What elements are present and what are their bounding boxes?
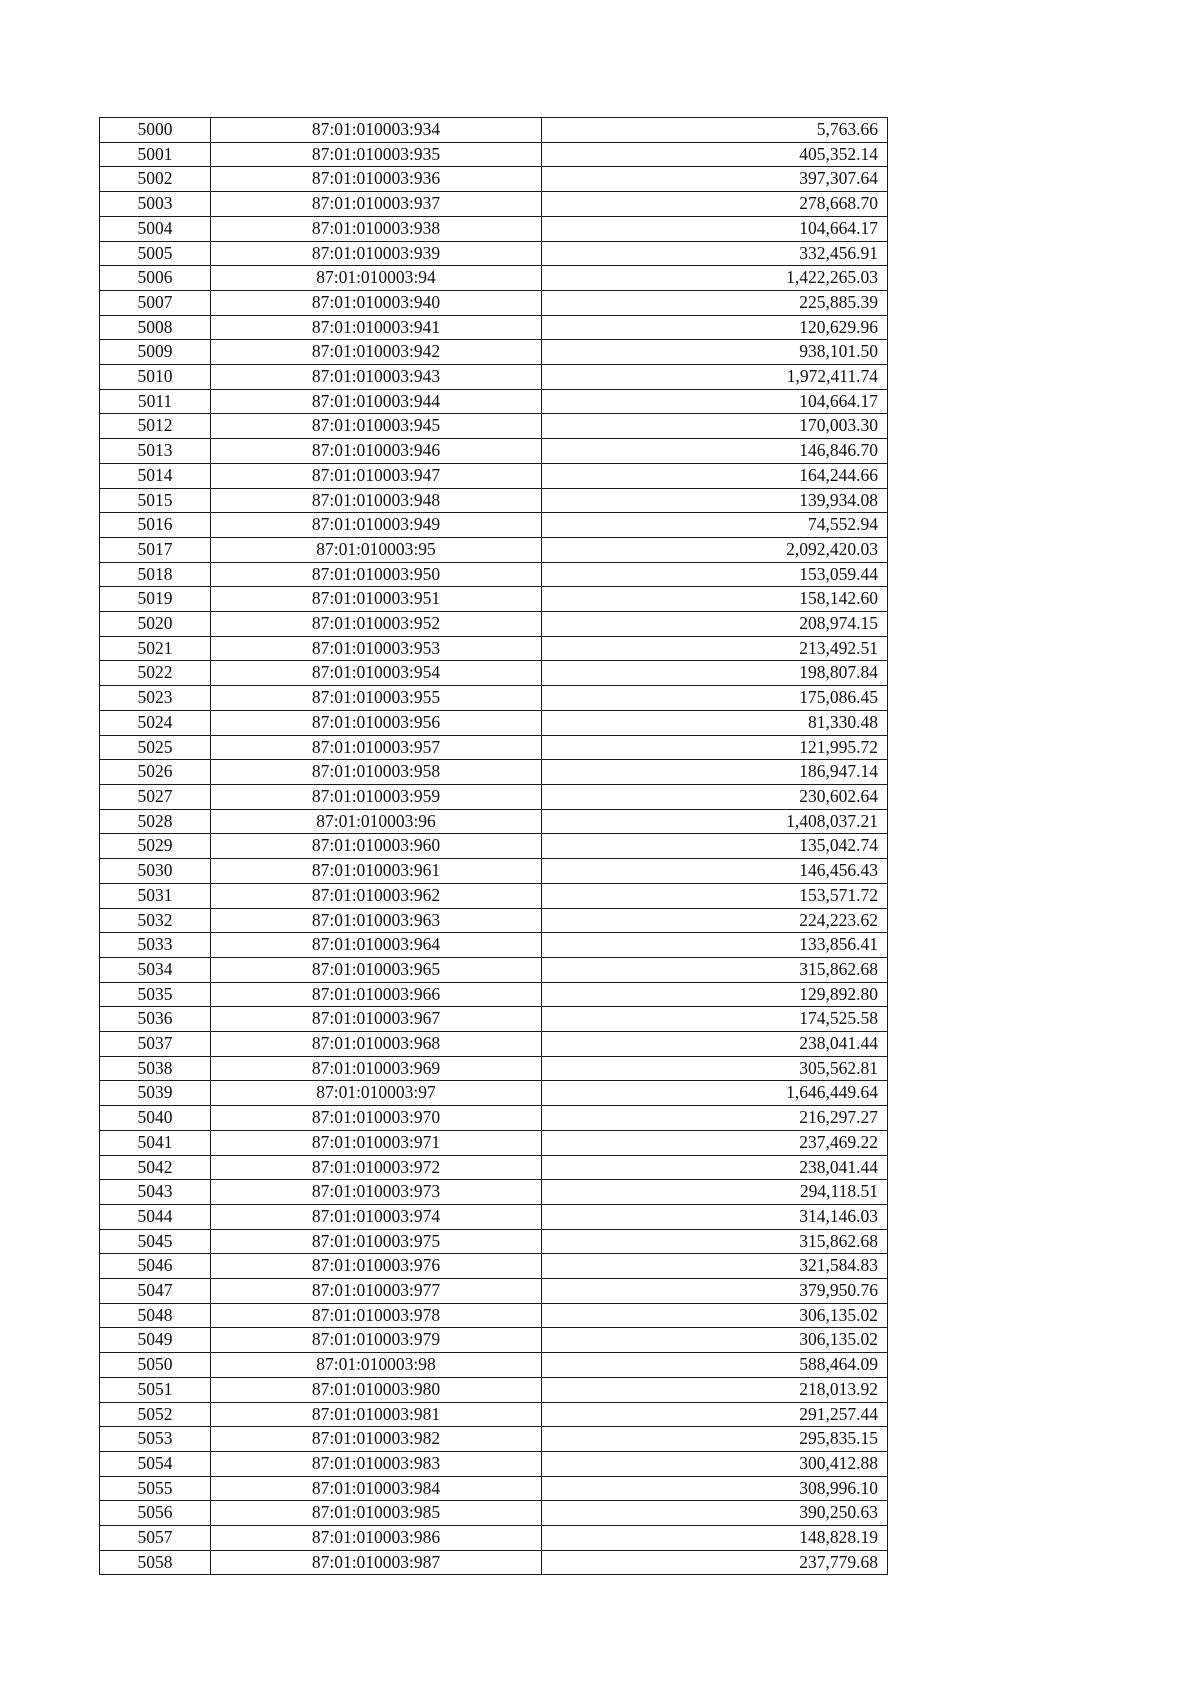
table-row xyxy=(100,710,888,735)
row-number-cell: 5040 xyxy=(100,1106,211,1131)
cadastral-number-cell: 87:01:010003:971 xyxy=(211,1130,542,1155)
row-number-cell: 5012 xyxy=(100,414,211,439)
row-number-cell: 5026 xyxy=(100,760,211,785)
table-row xyxy=(100,167,888,192)
cadastral-number-cell: 87:01:010003:941 xyxy=(211,315,542,340)
table-row xyxy=(100,1550,888,1575)
cadastral-number-cell: 87:01:010003:972 xyxy=(211,1155,542,1180)
cadastral-number-cell: 87:01:010003:951 xyxy=(211,587,542,612)
value-cell: 1,408,037.21 xyxy=(542,809,888,834)
row-number-cell: 5055 xyxy=(100,1476,211,1501)
cadastral-number-cell: 87:01:010003:974 xyxy=(211,1204,542,1229)
value-cell: 300,412.88 xyxy=(542,1451,888,1476)
value-cell: 379,950.76 xyxy=(542,1279,888,1304)
value-cell: 153,059.44 xyxy=(542,562,888,587)
cadastral-number-cell: 87:01:010003:985 xyxy=(211,1501,542,1526)
row-number-cell: 5036 xyxy=(100,1007,211,1032)
table-row xyxy=(100,1501,888,1526)
value-cell: 315,862.68 xyxy=(542,957,888,982)
table-row xyxy=(100,1328,888,1353)
row-number-cell: 5037 xyxy=(100,1032,211,1057)
row-number-cell: 5034 xyxy=(100,957,211,982)
table-row xyxy=(100,1229,888,1254)
table-row xyxy=(100,1056,888,1081)
cadastral-number-cell: 87:01:010003:976 xyxy=(211,1254,542,1279)
row-number-cell: 5001 xyxy=(100,142,211,167)
cadastral-number-cell: 87:01:010003:977 xyxy=(211,1279,542,1304)
value-cell: 1,646,449.64 xyxy=(542,1081,888,1106)
table-row xyxy=(100,513,888,538)
value-cell: 306,135.02 xyxy=(542,1303,888,1328)
table-row xyxy=(100,142,888,167)
table-row xyxy=(100,315,888,340)
cadastral-number-cell: 87:01:010003:959 xyxy=(211,784,542,809)
value-cell: 1,422,265.03 xyxy=(542,266,888,291)
value-cell: 146,846.70 xyxy=(542,439,888,464)
row-number-cell: 5015 xyxy=(100,488,211,513)
row-number-cell: 5057 xyxy=(100,1526,211,1551)
value-cell: 139,934.08 xyxy=(542,488,888,513)
row-number-cell: 5031 xyxy=(100,883,211,908)
row-number-cell: 5028 xyxy=(100,809,211,834)
row-number-cell: 5007 xyxy=(100,290,211,315)
row-number-cell: 5029 xyxy=(100,834,211,859)
table-row xyxy=(100,365,888,390)
cadastral-number-cell: 87:01:010003:962 xyxy=(211,883,542,908)
value-cell: 170,003.30 xyxy=(542,414,888,439)
row-number-cell: 5011 xyxy=(100,389,211,414)
value-cell: 294,118.51 xyxy=(542,1180,888,1205)
row-number-cell: 5000 xyxy=(100,118,211,143)
row-number-cell: 5052 xyxy=(100,1402,211,1427)
value-cell: 238,041.44 xyxy=(542,1155,888,1180)
value-cell: 1,972,411.74 xyxy=(542,365,888,390)
row-number-cell: 5018 xyxy=(100,562,211,587)
table-row xyxy=(100,1427,888,1452)
row-number-cell: 5056 xyxy=(100,1501,211,1526)
row-number-cell: 5050 xyxy=(100,1353,211,1378)
cadastral-number-cell: 87:01:010003:96 xyxy=(211,809,542,834)
cadastral-number-cell: 87:01:010003:984 xyxy=(211,1476,542,1501)
table-row xyxy=(100,760,888,785)
row-number-cell: 5008 xyxy=(100,315,211,340)
cadastral-number-cell: 87:01:010003:936 xyxy=(211,167,542,192)
row-number-cell: 5027 xyxy=(100,784,211,809)
row-number-cell: 5009 xyxy=(100,340,211,365)
table-row xyxy=(100,1106,888,1131)
value-cell: 938,101.50 xyxy=(542,340,888,365)
row-number-cell: 5019 xyxy=(100,587,211,612)
row-number-cell: 5013 xyxy=(100,439,211,464)
table-row xyxy=(100,1032,888,1057)
value-cell: 186,947.14 xyxy=(542,760,888,785)
cadastral-number-cell: 87:01:010003:956 xyxy=(211,710,542,735)
table-row xyxy=(100,933,888,958)
row-number-cell: 5014 xyxy=(100,463,211,488)
value-cell: 158,142.60 xyxy=(542,587,888,612)
row-number-cell: 5023 xyxy=(100,686,211,711)
row-number-cell: 5030 xyxy=(100,859,211,884)
table-row xyxy=(100,1204,888,1229)
table-row xyxy=(100,1526,888,1551)
cadastral-number-cell: 87:01:010003:953 xyxy=(211,636,542,661)
row-number-cell: 5016 xyxy=(100,513,211,538)
cadastral-number-cell: 87:01:010003:957 xyxy=(211,735,542,760)
cadastral-number-cell: 87:01:010003:949 xyxy=(211,513,542,538)
value-cell: 153,571.72 xyxy=(542,883,888,908)
table-row xyxy=(100,735,888,760)
row-number-cell: 5032 xyxy=(100,908,211,933)
table-row xyxy=(100,1451,888,1476)
cadastral-number-cell: 87:01:010003:970 xyxy=(211,1106,542,1131)
value-cell: 225,885.39 xyxy=(542,290,888,315)
value-cell: 146,456.43 xyxy=(542,859,888,884)
table-row xyxy=(100,661,888,686)
table-row xyxy=(100,1353,888,1378)
cadastral-number-cell: 87:01:010003:961 xyxy=(211,859,542,884)
cadastral-number-cell: 87:01:010003:952 xyxy=(211,612,542,637)
cadastral-number-cell: 87:01:010003:935 xyxy=(211,142,542,167)
table-row xyxy=(100,241,888,266)
value-cell: 74,552.94 xyxy=(542,513,888,538)
value-cell: 588,464.09 xyxy=(542,1353,888,1378)
value-cell: 397,307.64 xyxy=(542,167,888,192)
value-cell: 315,862.68 xyxy=(542,1229,888,1254)
value-cell: 129,892.80 xyxy=(542,982,888,1007)
value-cell: 104,664.17 xyxy=(542,216,888,241)
table-row xyxy=(100,883,888,908)
cadastral-number-cell: 87:01:010003:937 xyxy=(211,192,542,217)
row-number-cell: 5041 xyxy=(100,1130,211,1155)
table-row xyxy=(100,957,888,982)
table-row xyxy=(100,1377,888,1402)
value-cell: 216,297.27 xyxy=(542,1106,888,1131)
cadastral-number-cell: 87:01:010003:978 xyxy=(211,1303,542,1328)
cadastral-value-table xyxy=(99,117,888,1575)
table-row xyxy=(100,216,888,241)
table-row xyxy=(100,266,888,291)
cadastral-number-cell: 87:01:010003:960 xyxy=(211,834,542,859)
table-row xyxy=(100,1303,888,1328)
table-row xyxy=(100,1155,888,1180)
table-row xyxy=(100,192,888,217)
table-row xyxy=(100,982,888,1007)
cadastral-number-cell: 87:01:010003:973 xyxy=(211,1180,542,1205)
value-cell: 2,092,420.03 xyxy=(542,537,888,562)
value-cell: 306,135.02 xyxy=(542,1328,888,1353)
table-body xyxy=(100,118,888,1575)
value-cell: 278,668.70 xyxy=(542,192,888,217)
value-cell: 213,492.51 xyxy=(542,636,888,661)
value-cell: 238,041.44 xyxy=(542,1032,888,1057)
row-number-cell: 5035 xyxy=(100,982,211,1007)
table-row xyxy=(100,562,888,587)
value-cell: 5,763.66 xyxy=(542,118,888,143)
value-cell: 208,974.15 xyxy=(542,612,888,637)
row-number-cell: 5033 xyxy=(100,933,211,958)
table-row xyxy=(100,784,888,809)
row-number-cell: 5006 xyxy=(100,266,211,291)
row-number-cell: 5010 xyxy=(100,365,211,390)
cadastral-number-cell: 87:01:010003:938 xyxy=(211,216,542,241)
value-cell: 81,330.48 xyxy=(542,710,888,735)
table-row xyxy=(100,908,888,933)
cadastral-number-cell: 87:01:010003:945 xyxy=(211,414,542,439)
row-number-cell: 5021 xyxy=(100,636,211,661)
cadastral-number-cell: 87:01:010003:968 xyxy=(211,1032,542,1057)
table-row xyxy=(100,1130,888,1155)
value-cell: 230,602.64 xyxy=(542,784,888,809)
cadastral-number-cell: 87:01:010003:939 xyxy=(211,241,542,266)
row-number-cell: 5049 xyxy=(100,1328,211,1353)
cadastral-number-cell: 87:01:010003:95 xyxy=(211,537,542,562)
table-row xyxy=(100,118,888,143)
cadastral-number-cell: 87:01:010003:964 xyxy=(211,933,542,958)
row-number-cell: 5022 xyxy=(100,661,211,686)
cadastral-number-cell: 87:01:010003:979 xyxy=(211,1328,542,1353)
cadastral-number-cell: 87:01:010003:948 xyxy=(211,488,542,513)
row-number-cell: 5003 xyxy=(100,192,211,217)
table-row xyxy=(100,1081,888,1106)
row-number-cell: 5038 xyxy=(100,1056,211,1081)
cadastral-number-cell: 87:01:010003:980 xyxy=(211,1377,542,1402)
value-cell: 120,629.96 xyxy=(542,315,888,340)
cadastral-number-cell: 87:01:010003:955 xyxy=(211,686,542,711)
table-row xyxy=(100,686,888,711)
row-number-cell: 5042 xyxy=(100,1155,211,1180)
cadastral-number-cell: 87:01:010003:969 xyxy=(211,1056,542,1081)
value-cell: 332,456.91 xyxy=(542,241,888,266)
row-number-cell: 5051 xyxy=(100,1377,211,1402)
cadastral-number-cell: 87:01:010003:947 xyxy=(211,463,542,488)
table-row xyxy=(100,1180,888,1205)
table-row xyxy=(100,439,888,464)
cadastral-number-cell: 87:01:010003:981 xyxy=(211,1402,542,1427)
cadastral-number-cell: 87:01:010003:954 xyxy=(211,661,542,686)
row-number-cell: 5047 xyxy=(100,1279,211,1304)
table-row xyxy=(100,587,888,612)
value-cell: 148,828.19 xyxy=(542,1526,888,1551)
cadastral-number-cell: 87:01:010003:966 xyxy=(211,982,542,1007)
table-row xyxy=(100,1007,888,1032)
value-cell: 405,352.14 xyxy=(542,142,888,167)
row-number-cell: 5024 xyxy=(100,710,211,735)
value-cell: 121,995.72 xyxy=(542,735,888,760)
table-row xyxy=(100,1402,888,1427)
cadastral-number-cell: 87:01:010003:983 xyxy=(211,1451,542,1476)
table-row xyxy=(100,290,888,315)
row-number-cell: 5048 xyxy=(100,1303,211,1328)
value-cell: 218,013.92 xyxy=(542,1377,888,1402)
table-row xyxy=(100,612,888,637)
row-number-cell: 5039 xyxy=(100,1081,211,1106)
row-number-cell: 5043 xyxy=(100,1180,211,1205)
table-row xyxy=(100,340,888,365)
table-row xyxy=(100,463,888,488)
table-row xyxy=(100,1279,888,1304)
value-cell: 314,146.03 xyxy=(542,1204,888,1229)
table-row xyxy=(100,859,888,884)
cadastral-number-cell: 87:01:010003:942 xyxy=(211,340,542,365)
value-cell: 295,835.15 xyxy=(542,1427,888,1452)
cadastral-number-cell: 87:01:010003:940 xyxy=(211,290,542,315)
row-number-cell: 5044 xyxy=(100,1204,211,1229)
table-row xyxy=(100,488,888,513)
value-cell: 224,223.62 xyxy=(542,908,888,933)
row-number-cell: 5046 xyxy=(100,1254,211,1279)
value-cell: 135,042.74 xyxy=(542,834,888,859)
cadastral-number-cell: 87:01:010003:943 xyxy=(211,365,542,390)
table-row xyxy=(100,809,888,834)
cadastral-number-cell: 87:01:010003:987 xyxy=(211,1550,542,1575)
cadastral-number-cell: 87:01:010003:934 xyxy=(211,118,542,143)
row-number-cell: 5017 xyxy=(100,537,211,562)
cadastral-number-cell: 87:01:010003:982 xyxy=(211,1427,542,1452)
value-cell: 104,664.17 xyxy=(542,389,888,414)
row-number-cell: 5025 xyxy=(100,735,211,760)
row-number-cell: 5005 xyxy=(100,241,211,266)
table-row xyxy=(100,414,888,439)
row-number-cell: 5020 xyxy=(100,612,211,637)
cadastral-number-cell: 87:01:010003:950 xyxy=(211,562,542,587)
cadastral-number-cell: 87:01:010003:98 xyxy=(211,1353,542,1378)
row-number-cell: 5002 xyxy=(100,167,211,192)
table-row xyxy=(100,389,888,414)
value-cell: 390,250.63 xyxy=(542,1501,888,1526)
value-cell: 308,996.10 xyxy=(542,1476,888,1501)
value-cell: 321,584.83 xyxy=(542,1254,888,1279)
table-row xyxy=(100,834,888,859)
value-cell: 174,525.58 xyxy=(542,1007,888,1032)
cadastral-number-cell: 87:01:010003:958 xyxy=(211,760,542,785)
table-row xyxy=(100,1254,888,1279)
row-number-cell: 5045 xyxy=(100,1229,211,1254)
cadastral-number-cell: 87:01:010003:963 xyxy=(211,908,542,933)
row-number-cell: 5053 xyxy=(100,1427,211,1452)
cadastral-number-cell: 87:01:010003:965 xyxy=(211,957,542,982)
value-cell: 237,779.68 xyxy=(542,1550,888,1575)
row-number-cell: 5058 xyxy=(100,1550,211,1575)
cadastral-number-cell: 87:01:010003:975 xyxy=(211,1229,542,1254)
value-cell: 164,244.66 xyxy=(542,463,888,488)
table-row xyxy=(100,636,888,661)
table-row xyxy=(100,1476,888,1501)
value-cell: 175,086.45 xyxy=(542,686,888,711)
row-number-cell: 5054 xyxy=(100,1451,211,1476)
value-cell: 291,257.44 xyxy=(542,1402,888,1427)
row-number-cell: 5004 xyxy=(100,216,211,241)
cadastral-number-cell: 87:01:010003:986 xyxy=(211,1526,542,1551)
value-cell: 237,469.22 xyxy=(542,1130,888,1155)
cadastral-number-cell: 87:01:010003:967 xyxy=(211,1007,542,1032)
table-row xyxy=(100,537,888,562)
value-cell: 133,856.41 xyxy=(542,933,888,958)
value-cell: 198,807.84 xyxy=(542,661,888,686)
cadastral-number-cell: 87:01:010003:94 xyxy=(211,266,542,291)
cadastral-number-cell: 87:01:010003:97 xyxy=(211,1081,542,1106)
cadastral-number-cell: 87:01:010003:946 xyxy=(211,439,542,464)
value-cell: 305,562.81 xyxy=(542,1056,888,1081)
cadastral-number-cell: 87:01:010003:944 xyxy=(211,389,542,414)
